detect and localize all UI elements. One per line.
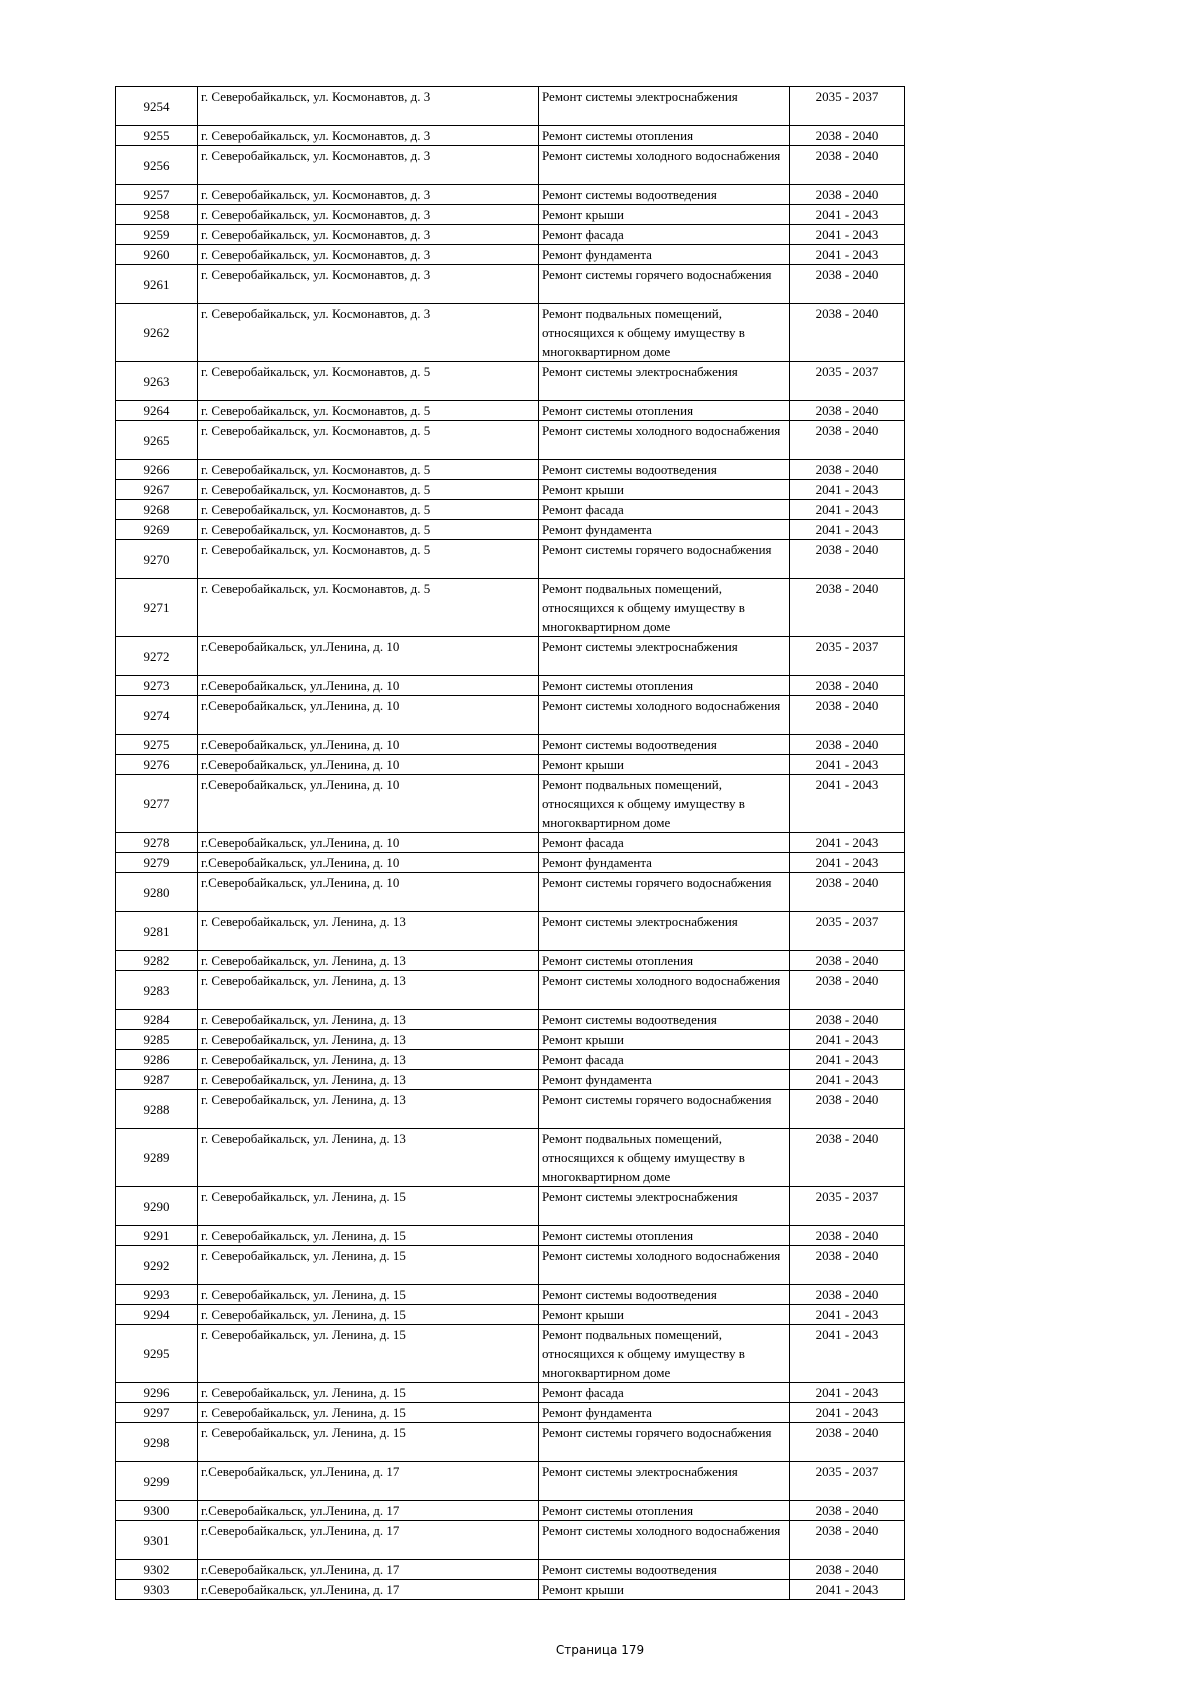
period-cell: 2041 - 2043 [790, 520, 905, 540]
table-row [116, 637, 905, 676]
work-type-cell: Ремонт фасада [539, 1050, 790, 1070]
period-cell: 2041 - 2043 [790, 225, 905, 245]
row-number-cell: 9272 [116, 637, 198, 676]
row-number-cell: 9267 [116, 480, 198, 500]
period-cell: 2035 - 2037 [790, 637, 905, 676]
row-number-cell: 9265 [116, 421, 198, 460]
work-type-cell: Ремонт фундамента [539, 520, 790, 540]
work-type-cell: Ремонт подвальных помещений, относящихся к общему имуществу в многоквартирном доме [539, 1325, 790, 1383]
work-type-cell: Ремонт системы отопления [539, 401, 790, 421]
row-number-cell: 9294 [116, 1305, 198, 1325]
table-row [116, 1305, 905, 1325]
row-number-cell: 9293 [116, 1285, 198, 1305]
row-number-cell: 9291 [116, 1226, 198, 1246]
table-row [116, 401, 905, 421]
address-cell: г. Северобайкальск, ул. Ленина, д. 15 [198, 1403, 539, 1423]
table-row [116, 1070, 905, 1090]
row-number-cell: 9256 [116, 146, 198, 185]
work-type-cell: Ремонт фасада [539, 500, 790, 520]
table-row [116, 1050, 905, 1070]
address-cell: г. Северобайкальск, ул. Космонавтов, д. 5 [198, 460, 539, 480]
table-row [116, 833, 905, 853]
period-cell: 2038 - 2040 [790, 401, 905, 421]
page-footer: Страница 179 [555, 1643, 645, 1657]
address-cell: г. Северобайкальск, ул. Ленина, д. 15 [198, 1423, 539, 1462]
address-cell: г. Северобайкальск, ул. Ленина, д. 13 [198, 951, 539, 971]
row-number-cell: 9258 [116, 205, 198, 225]
table-row [116, 205, 905, 225]
row-number-cell: 9276 [116, 755, 198, 775]
period-cell: 2035 - 2037 [790, 912, 905, 951]
row-number-cell: 9286 [116, 1050, 198, 1070]
table-row [116, 755, 905, 775]
row-number-cell: 9270 [116, 540, 198, 579]
row-number-cell: 9296 [116, 1383, 198, 1403]
period-cell: 2038 - 2040 [790, 971, 905, 1010]
period-cell: 2038 - 2040 [790, 1090, 905, 1129]
address-cell: г. Северобайкальск, ул. Ленина, д. 13 [198, 1090, 539, 1129]
address-cell: г. Северобайкальск, ул. Космонавтов, д. 5 [198, 540, 539, 579]
table-row [116, 520, 905, 540]
work-type-cell: Ремонт системы горячего водоснабжения [539, 873, 790, 912]
period-cell: 2038 - 2040 [790, 696, 905, 735]
work-type-cell: Ремонт системы отопления [539, 676, 790, 696]
table-row [116, 421, 905, 460]
work-type-cell: Ремонт системы горячего водоснабжения [539, 1423, 790, 1462]
period-cell: 2038 - 2040 [790, 185, 905, 205]
table-row [116, 1521, 905, 1560]
row-number-cell: 9275 [116, 735, 198, 755]
work-type-cell: Ремонт системы холодного водоснабжения [539, 146, 790, 185]
row-number-cell: 9280 [116, 873, 198, 912]
table-row [116, 1285, 905, 1305]
table-row [116, 951, 905, 971]
period-cell: 2041 - 2043 [790, 1050, 905, 1070]
address-cell: г. Северобайкальск, ул. Ленина, д. 13 [198, 1030, 539, 1050]
address-cell: г. Северобайкальск, ул. Космонавтов, д. 3 [198, 126, 539, 146]
period-cell: 2035 - 2037 [790, 1187, 905, 1226]
work-type-cell: Ремонт системы электроснабжения [539, 362, 790, 401]
work-type-cell: Ремонт системы горячего водоснабжения [539, 540, 790, 579]
table-row [116, 1580, 905, 1600]
work-type-cell: Ремонт системы водоотведения [539, 185, 790, 205]
row-number-cell: 9297 [116, 1403, 198, 1423]
table-row [116, 362, 905, 401]
period-cell: 2038 - 2040 [790, 873, 905, 912]
work-type-cell: Ремонт системы отопления [539, 951, 790, 971]
period-cell: 2035 - 2037 [790, 362, 905, 401]
period-cell: 2038 - 2040 [790, 540, 905, 579]
row-number-cell: 9285 [116, 1030, 198, 1050]
row-number-cell: 9273 [116, 676, 198, 696]
address-cell: г. Северобайкальск, ул. Космонавтов, д. 5 [198, 362, 539, 401]
address-cell: г.Северобайкальск, ул.Ленина, д. 10 [198, 755, 539, 775]
table-row [116, 1462, 905, 1501]
table-body [116, 87, 905, 1600]
work-type-cell: Ремонт подвальных помещений, относящихся к общему имуществу в многоквартирном доме [539, 775, 790, 833]
row-number-cell: 9266 [116, 460, 198, 480]
period-cell: 2038 - 2040 [790, 735, 905, 755]
work-type-cell: Ремонт системы горячего водоснабжения [539, 265, 790, 304]
address-cell: г.Северобайкальск, ул.Ленина, д. 17 [198, 1501, 539, 1521]
address-cell: г. Северобайкальск, ул. Космонавтов, д. 5 [198, 520, 539, 540]
period-cell: 2038 - 2040 [790, 1285, 905, 1305]
table-row [116, 87, 905, 126]
period-cell: 2041 - 2043 [790, 480, 905, 500]
work-type-cell: Ремонт фундамента [539, 1403, 790, 1423]
address-cell: г. Северобайкальск, ул. Ленина, д. 15 [198, 1246, 539, 1285]
period-cell: 2038 - 2040 [790, 304, 905, 362]
address-cell: г. Северобайкальск, ул. Ленина, д. 13 [198, 971, 539, 1010]
period-cell: 2041 - 2043 [790, 245, 905, 265]
work-type-cell: Ремонт системы отопления [539, 1226, 790, 1246]
table-row [116, 540, 905, 579]
row-number-cell: 9290 [116, 1187, 198, 1226]
address-cell: г. Северобайкальск, ул. Космонавтов, д. 5 [198, 401, 539, 421]
period-cell: 2038 - 2040 [790, 1501, 905, 1521]
address-cell: г. Северобайкальск, ул. Ленина, д. 15 [198, 1187, 539, 1226]
table-row [116, 1403, 905, 1423]
address-cell: г. Северобайкальск, ул. Ленина, д. 13 [198, 1129, 539, 1187]
period-cell: 2035 - 2037 [790, 1462, 905, 1501]
work-type-cell: Ремонт системы холодного водоснабжения [539, 1246, 790, 1285]
period-cell: 2041 - 2043 [790, 755, 905, 775]
row-number-cell: 9261 [116, 265, 198, 304]
address-cell: г. Северобайкальск, ул. Ленина, д. 13 [198, 1070, 539, 1090]
address-cell: г. Северобайкальск, ул. Космонавтов, д. 5 [198, 579, 539, 637]
work-type-cell: Ремонт системы горячего водоснабжения [539, 1090, 790, 1129]
work-type-cell: Ремонт фундамента [539, 1070, 790, 1090]
table-row [116, 853, 905, 873]
address-cell: г. Северобайкальск, ул. Ленина, д. 13 [198, 1050, 539, 1070]
period-cell: 2041 - 2043 [790, 1030, 905, 1050]
table-row [116, 1383, 905, 1403]
period-cell: 2038 - 2040 [790, 146, 905, 185]
row-number-cell: 9300 [116, 1501, 198, 1521]
address-cell: г.Северобайкальск, ул.Ленина, д. 10 [198, 833, 539, 853]
row-number-cell: 9284 [116, 1010, 198, 1030]
work-type-cell: Ремонт подвальных помещений, относящихся к общему имуществу в многоквартирном доме [539, 1129, 790, 1187]
table-row [116, 1129, 905, 1187]
row-number-cell: 9278 [116, 833, 198, 853]
work-type-cell: Ремонт подвальных помещений, относящихся к общему имуществу в многоквартирном доме [539, 304, 790, 362]
row-number-cell: 9269 [116, 520, 198, 540]
address-cell: г. Северобайкальск, ул. Ленина, д. 15 [198, 1325, 539, 1383]
period-cell: 2038 - 2040 [790, 1129, 905, 1187]
repair-schedule-table [115, 86, 905, 1600]
period-cell: 2038 - 2040 [790, 1560, 905, 1580]
table-row [116, 1030, 905, 1050]
address-cell: г. Северобайкальск, ул. Космонавтов, д. 3 [198, 245, 539, 265]
address-cell: г. Северобайкальск, ул. Космонавтов, д. 3 [198, 87, 539, 126]
row-number-cell: 9283 [116, 971, 198, 1010]
work-type-cell: Ремонт фасада [539, 833, 790, 853]
table-row [116, 1560, 905, 1580]
table-row [116, 1501, 905, 1521]
row-number-cell: 9277 [116, 775, 198, 833]
address-cell: г.Северобайкальск, ул.Ленина, д. 10 [198, 696, 539, 735]
table-row [116, 500, 905, 520]
row-number-cell: 9257 [116, 185, 198, 205]
row-number-cell: 9264 [116, 401, 198, 421]
work-type-cell: Ремонт фасада [539, 225, 790, 245]
period-cell: 2038 - 2040 [790, 1226, 905, 1246]
period-cell: 2038 - 2040 [790, 126, 905, 146]
row-number-cell: 9271 [116, 579, 198, 637]
table-row [116, 1423, 905, 1462]
address-cell: г.Северобайкальск, ул.Ленина, д. 17 [198, 1560, 539, 1580]
address-cell: г. Северобайкальск, ул. Ленина, д. 13 [198, 1010, 539, 1030]
period-cell: 2035 - 2037 [790, 87, 905, 126]
period-cell: 2041 - 2043 [790, 500, 905, 520]
period-cell: 2041 - 2043 [790, 853, 905, 873]
table-row [116, 1187, 905, 1226]
work-type-cell: Ремонт фасада [539, 1383, 790, 1403]
table-row [116, 225, 905, 245]
table-row [116, 735, 905, 755]
address-cell: г. Северобайкальск, ул. Ленина, д. 15 [198, 1226, 539, 1246]
row-number-cell: 9260 [116, 245, 198, 265]
work-type-cell: Ремонт подвальных помещений, относящихся к общему имуществу в многоквартирном доме [539, 579, 790, 637]
row-number-cell: 9281 [116, 912, 198, 951]
table-row [116, 185, 905, 205]
address-cell: г. Северобайкальск, ул. Ленина, д. 13 [198, 912, 539, 951]
period-cell: 2038 - 2040 [790, 1246, 905, 1285]
address-cell: г. Северобайкальск, ул. Космонавтов, д. 3 [198, 304, 539, 362]
row-number-cell: 9279 [116, 853, 198, 873]
row-number-cell: 9274 [116, 696, 198, 735]
row-number-cell: 9287 [116, 1070, 198, 1090]
work-type-cell: Ремонт крыши [539, 205, 790, 225]
row-number-cell: 9295 [116, 1325, 198, 1383]
address-cell: г.Северобайкальск, ул.Ленина, д. 10 [198, 775, 539, 833]
period-cell: 2041 - 2043 [790, 1403, 905, 1423]
row-number-cell: 9262 [116, 304, 198, 362]
address-cell: г. Северобайкальск, ул. Космонавтов, д. 5 [198, 480, 539, 500]
table-row [116, 912, 905, 951]
address-cell: г.Северобайкальск, ул.Ленина, д. 17 [198, 1521, 539, 1560]
table-row [116, 1090, 905, 1129]
table-row [116, 873, 905, 912]
address-cell: г. Северобайкальск, ул. Космонавтов, д. 3 [198, 265, 539, 304]
address-cell: г. Северобайкальск, ул. Ленина, д. 15 [198, 1305, 539, 1325]
address-cell: г.Северобайкальск, ул.Ленина, д. 10 [198, 853, 539, 873]
period-cell: 2038 - 2040 [790, 1521, 905, 1560]
table-row [116, 480, 905, 500]
work-type-cell: Ремонт фундамента [539, 853, 790, 873]
work-type-cell: Ремонт крыши [539, 755, 790, 775]
work-type-cell: Ремонт крыши [539, 1030, 790, 1050]
row-number-cell: 9298 [116, 1423, 198, 1462]
period-cell: 2041 - 2043 [790, 205, 905, 225]
row-number-cell: 9299 [116, 1462, 198, 1501]
table-row [116, 460, 905, 480]
table-row [116, 146, 905, 185]
work-type-cell: Ремонт системы отопления [539, 126, 790, 146]
row-number-cell: 9255 [116, 126, 198, 146]
address-cell: г. Северобайкальск, ул. Космонавтов, д. 3 [198, 205, 539, 225]
row-number-cell: 9292 [116, 1246, 198, 1285]
period-cell: 2038 - 2040 [790, 1010, 905, 1030]
period-cell: 2041 - 2043 [790, 1325, 905, 1383]
table-row [116, 245, 905, 265]
address-cell: г. Северобайкальск, ул. Космонавтов, д. 3 [198, 146, 539, 185]
work-type-cell: Ремонт системы электроснабжения [539, 1462, 790, 1501]
period-cell: 2038 - 2040 [790, 421, 905, 460]
table-row [116, 1246, 905, 1285]
row-number-cell: 9288 [116, 1090, 198, 1129]
table-row [116, 1010, 905, 1030]
work-type-cell: Ремонт крыши [539, 480, 790, 500]
period-cell: 2038 - 2040 [790, 579, 905, 637]
row-number-cell: 9282 [116, 951, 198, 971]
work-type-cell: Ремонт системы электроснабжения [539, 87, 790, 126]
period-cell: 2038 - 2040 [790, 265, 905, 304]
work-type-cell: Ремонт системы холодного водоснабжения [539, 421, 790, 460]
table-row [116, 696, 905, 735]
address-cell: г. Северобайкальск, ул. Космонавтов, д. 5 [198, 500, 539, 520]
period-cell: 2038 - 2040 [790, 1423, 905, 1462]
row-number-cell: 9268 [116, 500, 198, 520]
table-row [116, 676, 905, 696]
row-number-cell: 9254 [116, 87, 198, 126]
period-cell: 2041 - 2043 [790, 1580, 905, 1600]
table-row [116, 126, 905, 146]
table-row [116, 579, 905, 637]
table-row [116, 265, 905, 304]
row-number-cell: 9301 [116, 1521, 198, 1560]
address-cell: г.Северобайкальск, ул.Ленина, д. 10 [198, 873, 539, 912]
address-cell: г. Северобайкальск, ул. Космонавтов, д. 3 [198, 225, 539, 245]
work-type-cell: Ремонт системы холодного водоснабжения [539, 1521, 790, 1560]
table-row [116, 1325, 905, 1383]
table-row [116, 304, 905, 362]
address-cell: г.Северобайкальск, ул.Ленина, д. 10 [198, 735, 539, 755]
work-type-cell: Ремонт системы электроснабжения [539, 912, 790, 951]
address-cell: г.Северобайкальск, ул.Ленина, д. 17 [198, 1580, 539, 1600]
address-cell: г.Северобайкальск, ул.Ленина, д. 10 [198, 637, 539, 676]
work-type-cell: Ремонт системы электроснабжения [539, 1187, 790, 1226]
table-row [116, 971, 905, 1010]
row-number-cell: 9302 [116, 1560, 198, 1580]
row-number-cell: 9289 [116, 1129, 198, 1187]
row-number-cell: 9263 [116, 362, 198, 401]
period-cell: 2041 - 2043 [790, 1383, 905, 1403]
period-cell: 2041 - 2043 [790, 833, 905, 853]
address-cell: г. Северобайкальск, ул. Ленина, д. 15 [198, 1383, 539, 1403]
work-type-cell: Ремонт системы электроснабжения [539, 637, 790, 676]
period-cell: 2041 - 2043 [790, 775, 905, 833]
period-cell: 2038 - 2040 [790, 676, 905, 696]
address-cell: г.Северобайкальск, ул.Ленина, д. 10 [198, 676, 539, 696]
work-type-cell: Ремонт системы водоотведения [539, 1560, 790, 1580]
work-type-cell: Ремонт системы водоотведения [539, 460, 790, 480]
work-type-cell: Ремонт системы отопления [539, 1501, 790, 1521]
address-cell: г. Северобайкальск, ул. Ленина, д. 15 [198, 1285, 539, 1305]
work-type-cell: Ремонт системы холодного водоснабжения [539, 696, 790, 735]
address-cell: г. Северобайкальск, ул. Космонавтов, д. 3 [198, 185, 539, 205]
work-type-cell: Ремонт фундамента [539, 245, 790, 265]
period-cell: 2038 - 2040 [790, 460, 905, 480]
table-row [116, 775, 905, 833]
table-row [116, 1226, 905, 1246]
address-cell: г.Северобайкальск, ул.Ленина, д. 17 [198, 1462, 539, 1501]
row-number-cell: 9259 [116, 225, 198, 245]
work-type-cell: Ремонт системы водоотведения [539, 1285, 790, 1305]
address-cell: г. Северобайкальск, ул. Космонавтов, д. 5 [198, 421, 539, 460]
period-cell: 2041 - 2043 [790, 1070, 905, 1090]
work-type-cell: Ремонт системы водоотведения [539, 735, 790, 755]
period-cell: 2038 - 2040 [790, 951, 905, 971]
work-type-cell: Ремонт крыши [539, 1305, 790, 1325]
row-number-cell: 9303 [116, 1580, 198, 1600]
period-cell: 2041 - 2043 [790, 1305, 905, 1325]
work-type-cell: Ремонт системы водоотведения [539, 1010, 790, 1030]
work-type-cell: Ремонт крыши [539, 1580, 790, 1600]
work-type-cell: Ремонт системы холодного водоснабжения [539, 971, 790, 1010]
